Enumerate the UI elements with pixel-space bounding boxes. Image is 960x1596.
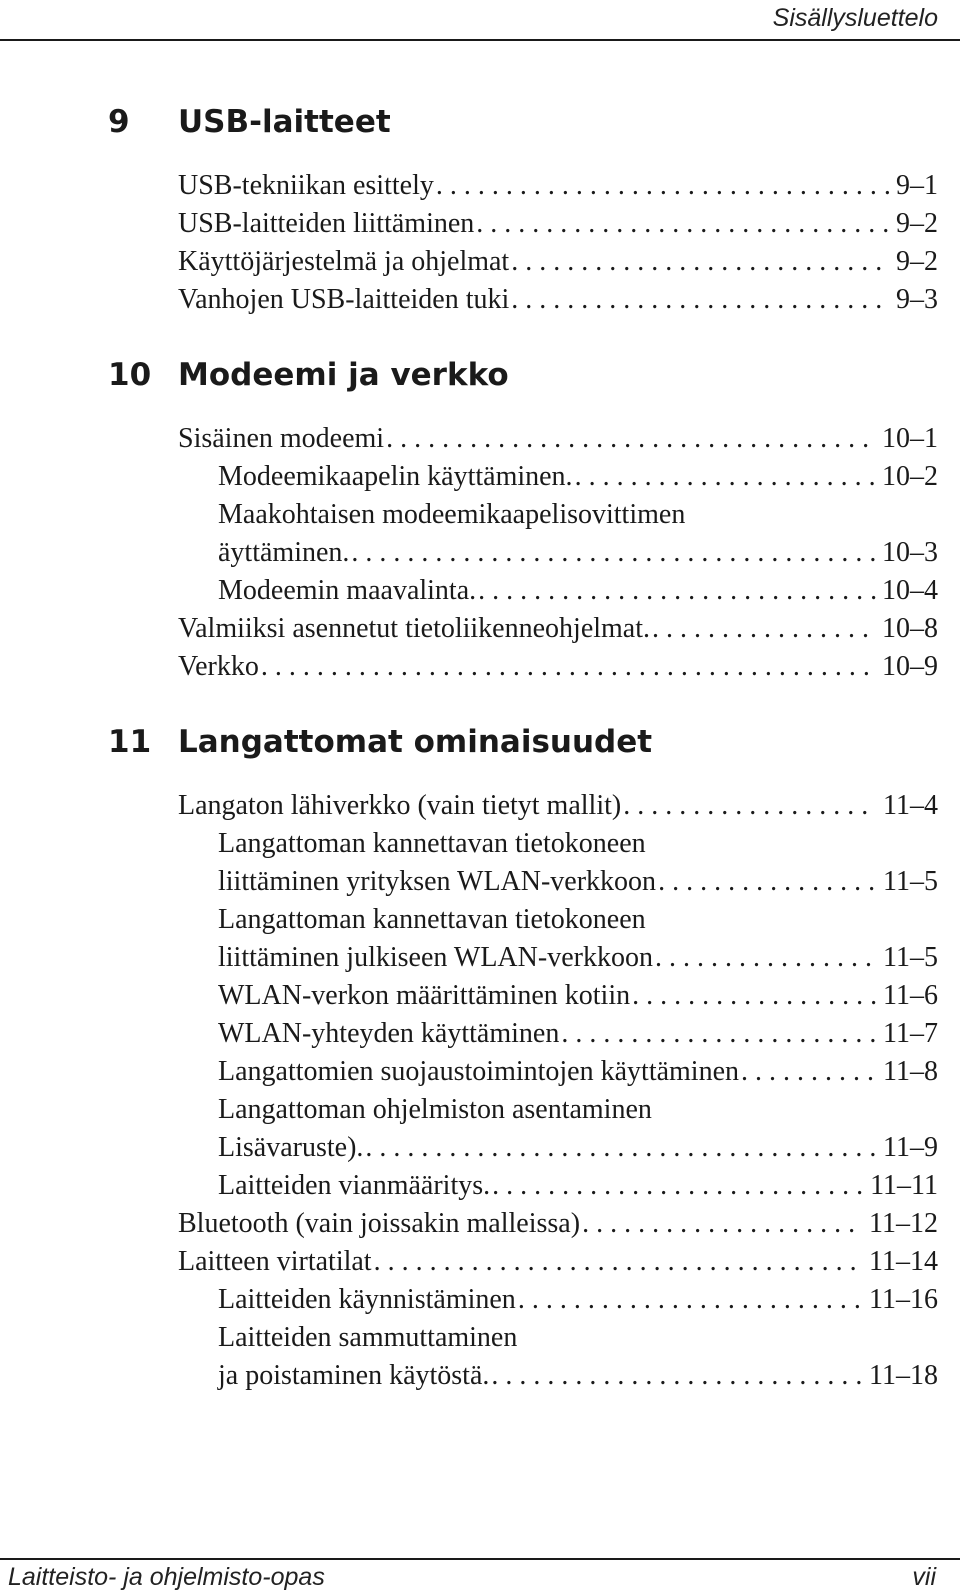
toc-page-number: 10–1 bbox=[882, 423, 938, 454]
toc-entry-label-line1: Maakohtaisen modeemikaapelisovittimen bbox=[218, 499, 686, 530]
toc-entry[interactable] bbox=[218, 1053, 938, 1091]
toc-page-number: 9–2 bbox=[896, 246, 938, 277]
toc-entry[interactable] bbox=[218, 572, 938, 610]
toc-page-number: 11–18 bbox=[869, 1360, 938, 1391]
footer-guide-title: Laitteisto- ja ohjelmisto-opas bbox=[8, 1563, 325, 1591]
toc-entry[interactable] bbox=[218, 1319, 938, 1395]
toc-entry-label: Laitteen virtatilat bbox=[178, 1246, 372, 1277]
toc-entry[interactable] bbox=[218, 901, 938, 977]
toc-entry-label: WLAN-yhteyden käyttäminen bbox=[218, 1018, 560, 1049]
toc-entry-label: Laitteiden käynnistäminen bbox=[218, 1284, 516, 1315]
header-rule bbox=[0, 39, 960, 41]
toc-page-number: 11–14 bbox=[869, 1246, 938, 1277]
toc-entry-label-line1: Langattoman kannettavan tietokoneen bbox=[218, 904, 646, 935]
toc-entry-label: Modeemin maavalinta. bbox=[218, 575, 477, 606]
toc-page-number: 11–5 bbox=[883, 942, 938, 973]
chapter-number: 9 bbox=[108, 104, 130, 140]
toc-entry-label: WLAN-verkon määrittäminen kotiin bbox=[218, 980, 631, 1011]
toc-entry[interactable] bbox=[178, 787, 938, 825]
toc-entry-label-line1: Laitteiden sammuttaminen bbox=[218, 1322, 518, 1353]
toc-entry[interactable] bbox=[178, 1243, 938, 1281]
dot-leader bbox=[561, 1015, 877, 1053]
dot-leader bbox=[476, 205, 890, 243]
dot-leader bbox=[351, 534, 876, 572]
toc-page-number: 11–12 bbox=[869, 1208, 938, 1239]
dot-leader bbox=[365, 1129, 877, 1167]
toc-entry-label: Valmiiksi asennetut tietoliikenneohjelmat. bbox=[178, 613, 651, 644]
toc-entry[interactable] bbox=[178, 243, 938, 281]
toc-entry[interactable] bbox=[178, 167, 938, 205]
toc-page-number: 10–3 bbox=[882, 537, 938, 568]
toc-entry-label: liittäminen julkiseen WLAN-verkkoon bbox=[218, 942, 653, 973]
dot-leader bbox=[386, 420, 876, 458]
dot-leader bbox=[511, 243, 890, 281]
chapter-title: USB-laitteet bbox=[178, 104, 391, 140]
running-head-title: Sisällysluettelo bbox=[772, 4, 938, 32]
dot-leader bbox=[478, 572, 876, 610]
toc-entry[interactable] bbox=[218, 1015, 938, 1053]
toc-page-number: 11–4 bbox=[883, 790, 938, 821]
toc-entry[interactable] bbox=[178, 420, 938, 458]
chapter-title: Modeemi ja verkko bbox=[178, 357, 509, 393]
dot-leader bbox=[491, 1357, 863, 1395]
dot-leader bbox=[518, 1281, 863, 1319]
toc-entry[interactable] bbox=[178, 281, 938, 319]
toc-entry-label: Laitteiden vianmääritys. bbox=[218, 1170, 491, 1201]
toc-entry-label: Langattomien suojaustoimintojen käyttäminen bbox=[218, 1056, 740, 1087]
toc-entry-label: Verkko bbox=[178, 651, 259, 682]
dot-leader bbox=[655, 939, 877, 977]
toc-entry-label: ja poistaminen käytöstä. bbox=[218, 1360, 490, 1391]
toc-page-number: 11–16 bbox=[869, 1284, 938, 1315]
toc-entry[interactable] bbox=[178, 205, 938, 243]
toc-page-number: 9–1 bbox=[896, 170, 938, 201]
toc-entry-label: Modeemikaapelin käyttäminen. bbox=[218, 461, 573, 492]
chapter-number: 11 bbox=[108, 724, 152, 760]
toc-entry-label: Käyttöjärjestelmä ja ohjelmat bbox=[178, 246, 510, 277]
toc-page-number: 11–9 bbox=[883, 1132, 938, 1163]
dot-leader bbox=[436, 167, 890, 205]
toc-page-number: 11–7 bbox=[883, 1018, 938, 1049]
dot-leader bbox=[652, 610, 876, 648]
toc-entry[interactable] bbox=[218, 1091, 938, 1167]
toc-entry[interactable] bbox=[218, 825, 938, 901]
dot-leader bbox=[374, 1243, 863, 1281]
dot-leader bbox=[582, 1205, 863, 1243]
toc-entry-label: USB-tekniikan esittely bbox=[178, 170, 434, 201]
toc-page-number: 11–8 bbox=[883, 1056, 938, 1087]
toc-entry-label: liittäminen yrityksen WLAN-verkkoon bbox=[218, 866, 657, 897]
toc-entry[interactable] bbox=[178, 1205, 938, 1243]
toc-entry-label: Bluetooth (vain joissakin malleissa) bbox=[178, 1208, 581, 1239]
toc-entry-label-line1: Langattoman ohjelmiston asentaminen bbox=[218, 1094, 652, 1125]
dot-leader bbox=[632, 977, 877, 1015]
dot-leader bbox=[658, 863, 877, 901]
footer-rule bbox=[0, 1558, 960, 1560]
dot-leader bbox=[492, 1167, 864, 1205]
toc-page-number: 9–2 bbox=[896, 208, 938, 239]
toc-entry[interactable] bbox=[218, 1281, 938, 1319]
toc-entry[interactable] bbox=[178, 648, 938, 686]
toc-entry-label-line1: Langattoman kannettavan tietokoneen bbox=[218, 828, 646, 859]
chapter-title: Langattomat ominaisuudet bbox=[178, 724, 653, 760]
toc-page-number: 10–8 bbox=[882, 613, 938, 644]
toc-entry-label: Langaton lähiverkko (vain tietyt mallit) bbox=[178, 790, 622, 821]
dot-leader bbox=[511, 281, 890, 319]
toc-entry[interactable] bbox=[178, 610, 938, 648]
toc-page-number: 10–4 bbox=[882, 575, 938, 606]
toc-page-number: 11–6 bbox=[883, 980, 938, 1011]
chapter-number: 10 bbox=[108, 357, 152, 393]
toc-entry[interactable] bbox=[218, 1167, 938, 1205]
dot-leader bbox=[741, 1053, 877, 1091]
dot-leader bbox=[261, 648, 876, 686]
toc-page-number: 10–2 bbox=[882, 461, 938, 492]
toc-entry[interactable] bbox=[218, 496, 938, 572]
toc-page-number: 10–9 bbox=[882, 651, 938, 682]
toc-page-number: 11–11 bbox=[870, 1170, 938, 1201]
toc-page-number: 11–5 bbox=[883, 866, 938, 897]
toc-entry-label: Lisävaruste). bbox=[218, 1132, 364, 1163]
toc-entry-label: äyttäminen. bbox=[218, 537, 350, 568]
toc-entry[interactable] bbox=[218, 458, 938, 496]
footer-page-number: vii bbox=[912, 1563, 936, 1591]
toc-page-number: 9–3 bbox=[896, 284, 938, 315]
toc-entry-label: Vanhojen USB-laitteiden tuki bbox=[178, 284, 510, 315]
toc-entry[interactable] bbox=[218, 977, 938, 1015]
toc-entry-label: Sisäinen modeemi bbox=[178, 423, 385, 454]
dot-leader bbox=[623, 787, 877, 825]
toc-entry-label: USB-laitteiden liittäminen bbox=[178, 208, 475, 239]
dot-leader bbox=[575, 458, 876, 496]
